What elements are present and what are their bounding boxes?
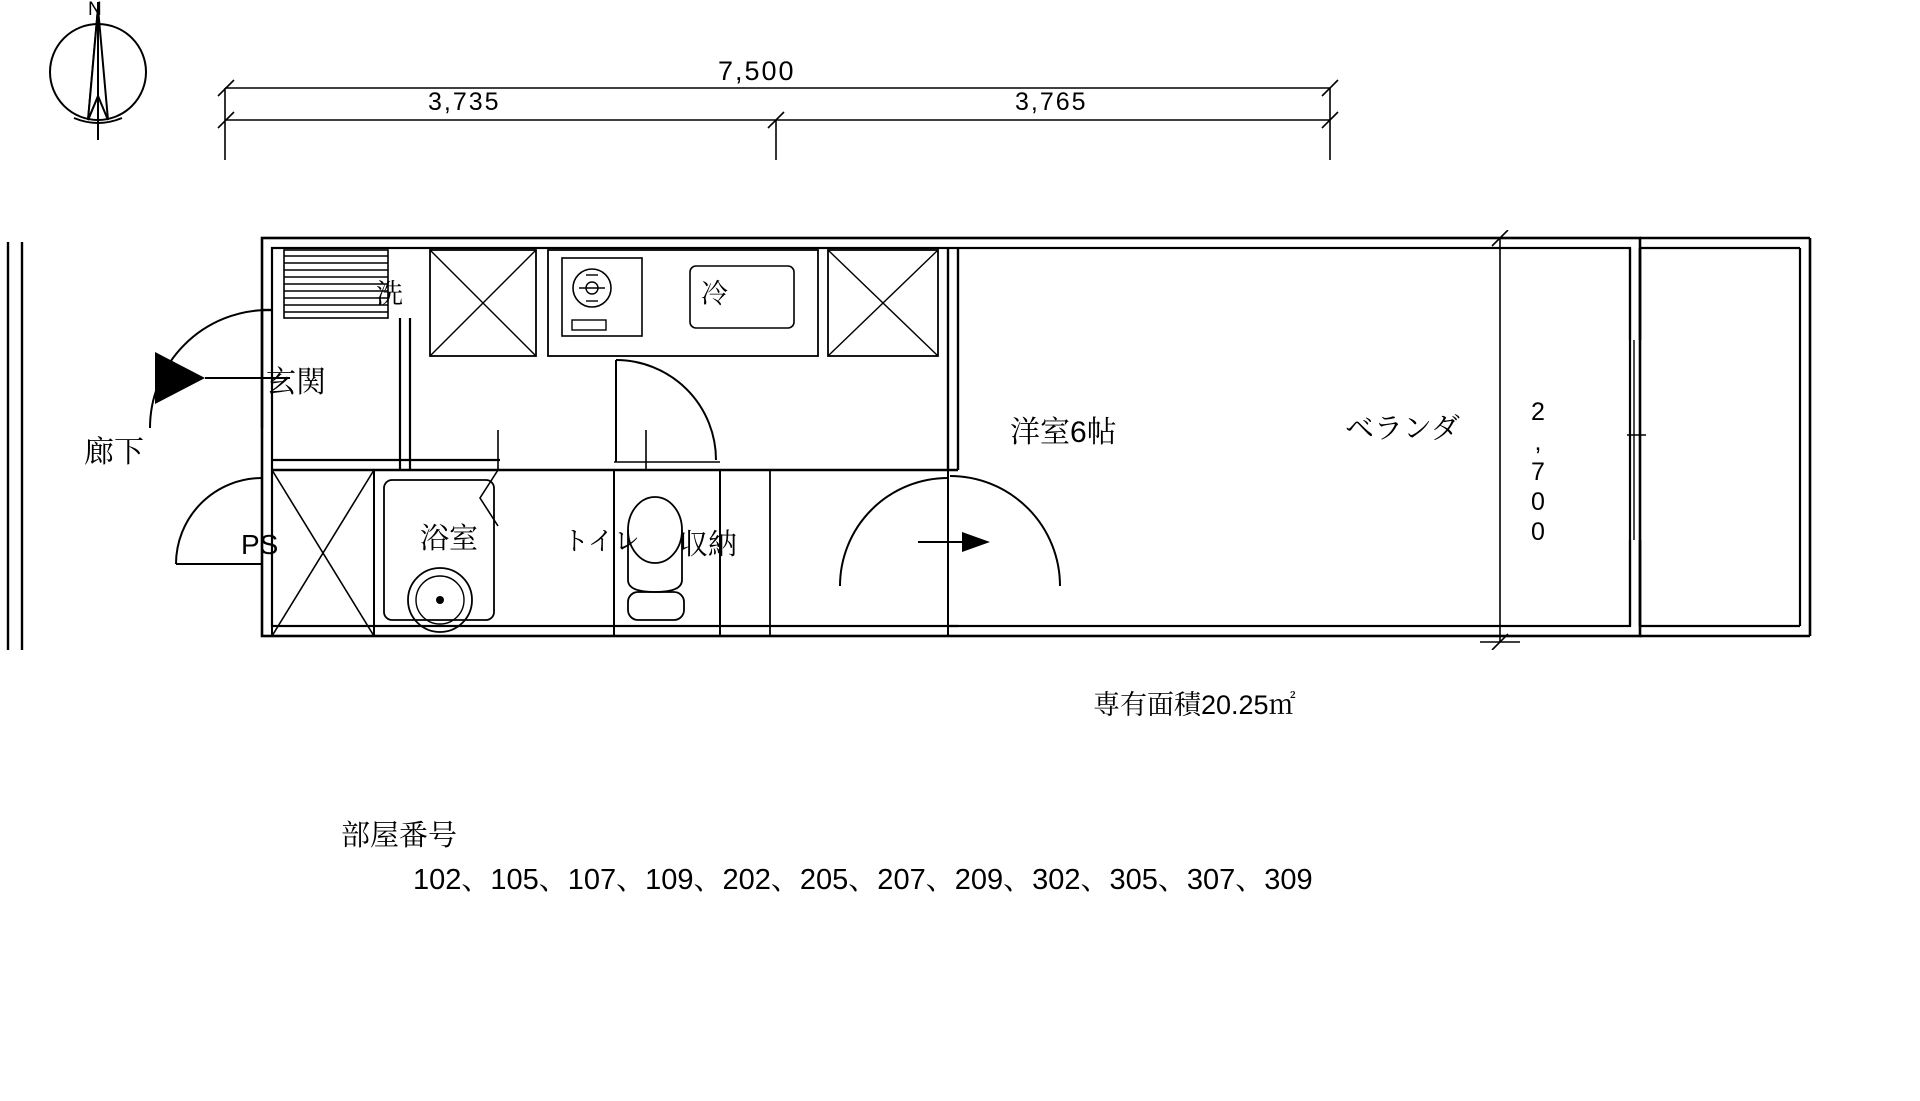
dimension-total-width: 7,500: [718, 56, 796, 86]
room-label-toilet: トイレ: [563, 526, 640, 556]
compass-rose: [40, 0, 180, 150]
room-numbers-title: 部屋番号: [341, 820, 458, 852]
room-label-western-room: 洋室6帖: [1010, 416, 1117, 449]
room-label-ps: PS: [241, 529, 279, 560]
fixture-label-refrigerator: 冷: [701, 279, 728, 309]
room-label-veranda: ベランダ: [1345, 413, 1460, 445]
room-label-corridor: 廊下: [84, 436, 144, 469]
fixture-label-washing-machine: 洗: [376, 279, 403, 309]
room-numbers-list: 102、105、107、109、202、205、207、209、302、305、307、309: [413, 864, 1313, 896]
room-label-entrance: 玄関: [266, 366, 326, 399]
area-note: 専有面積20.25㎡: [1093, 690, 1296, 720]
dimension-left-span: 3,735: [428, 88, 501, 116]
room-label-closet: 収納: [679, 529, 738, 561]
compass-north-label: N: [88, 0, 102, 20]
dimension-depth: 2,700: [1524, 398, 1552, 548]
plan-drawing: [0, 230, 1920, 670]
room-label-bathroom: 浴室: [420, 523, 479, 555]
dimension-right-span: 3,765: [1015, 88, 1088, 116]
